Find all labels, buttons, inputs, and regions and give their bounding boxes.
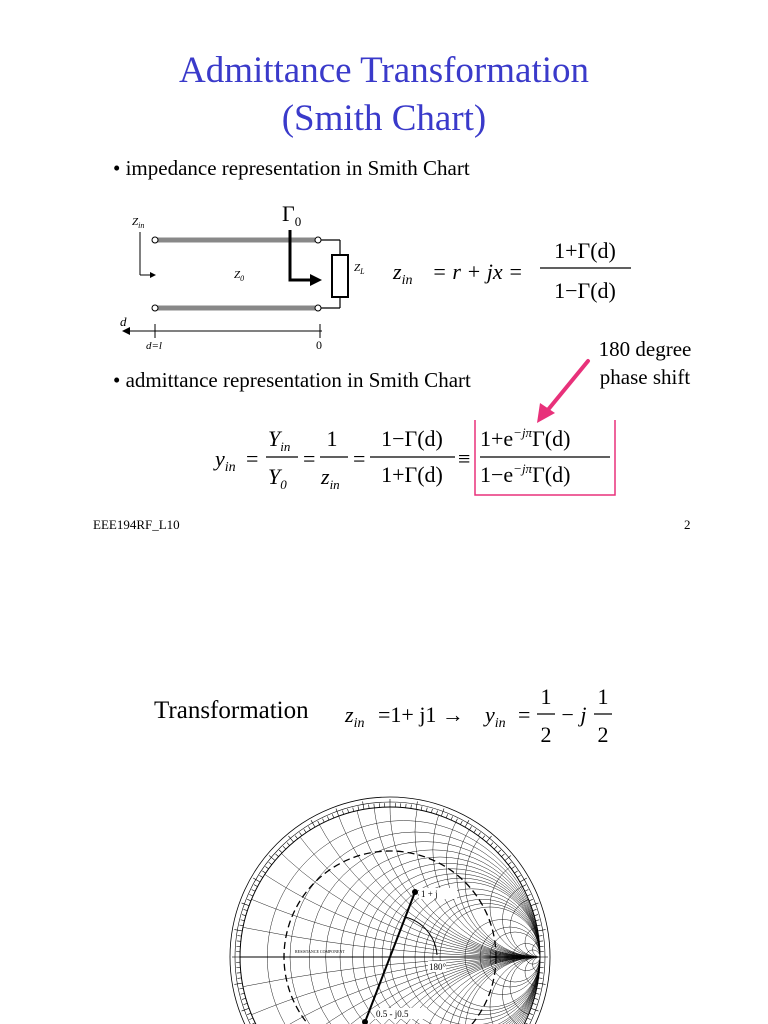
scale-tick	[254, 885, 258, 887]
scale-tick	[494, 846, 497, 849]
scale-tick	[318, 821, 320, 825]
scale-tick	[252, 889, 256, 891]
scale-tick	[436, 811, 437, 815]
zin-label: $Z_{in}$	[132, 216, 145, 230]
angle-label: 180°	[429, 962, 447, 972]
scale-tick	[234, 983, 242, 984]
scale-tick	[446, 814, 447, 818]
scale-tick	[527, 1018, 531, 1020]
eq2-lhs: $y_{in}$	[215, 446, 236, 475]
eq2-f4-num: $1+e^{-j\pi}\Gamma(d)$	[480, 425, 571, 451]
scale-tick	[474, 829, 476, 832]
bullet-admittance: • admittance representation in Smith Chart	[113, 368, 471, 392]
equals-sign: =	[353, 446, 366, 471]
scale-tick	[269, 862, 272, 864]
eq3-n1: 1	[540, 684, 552, 709]
scale-tick	[534, 915, 538, 916]
reactance-arc	[225, 795, 555, 957]
scale-tick	[242, 1008, 250, 1011]
equals-sign: =	[303, 446, 316, 471]
scale-tick	[327, 816, 329, 820]
scale-tick	[536, 993, 540, 994]
scale-tick	[511, 866, 514, 868]
scale-tick	[242, 998, 246, 999]
scale-tick	[348, 809, 349, 813]
eq1-denominator: 1−Γ(d)	[554, 278, 616, 303]
scale-tick	[426, 808, 427, 812]
terminal-node	[315, 237, 321, 243]
resistance-circle	[340, 857, 540, 1024]
smith-outer-rings	[230, 797, 550, 1024]
load-resistor	[321, 240, 348, 308]
scale-tick	[244, 909, 248, 910]
scale-tick	[308, 826, 310, 829]
scale-tick	[249, 894, 253, 896]
scale-tick	[283, 846, 286, 849]
scale-tick	[242, 903, 250, 906]
scale-tick	[441, 809, 444, 817]
reactance-arc	[390, 795, 555, 957]
eq1-numerator: 1+Γ(d)	[554, 238, 616, 263]
reactance-arc	[225, 795, 555, 957]
eq1-middle: = r + jx =	[432, 259, 523, 284]
smith-scale-ticks	[232, 799, 548, 1024]
scale-tick	[304, 829, 306, 832]
impedance-equation	[385, 228, 645, 308]
phase-shift-note	[590, 335, 700, 391]
scale-tick	[490, 843, 493, 846]
terminal-node	[152, 305, 158, 311]
reactance-arc	[490, 857, 555, 957]
scale-tick	[538, 930, 546, 931]
footer-course-code: EEE194RF_L10	[93, 517, 180, 532]
scale-tick	[527, 894, 531, 896]
eq3-mid: − j	[560, 702, 587, 727]
z0-label: $Z_0$	[234, 269, 245, 283]
scale-tick	[249, 1018, 253, 1020]
point-label-yin: 0.5 - j0.5	[376, 1009, 409, 1019]
scale-tick	[241, 993, 245, 994]
axis-caption: RESISTANCE COMPONENT	[295, 949, 345, 954]
scale-tick	[279, 850, 282, 853]
eq3-rhs: $y_{in}$	[485, 702, 506, 731]
scale-tick	[247, 1013, 251, 1014]
scale-tick	[342, 811, 343, 815]
scale-tick	[525, 889, 529, 891]
admittance-equation	[210, 420, 620, 505]
scale-tick	[469, 826, 471, 829]
vswr-circle	[284, 851, 496, 1024]
scale-tick	[538, 983, 546, 984]
scale-tick	[478, 832, 480, 835]
scale-tick	[460, 821, 462, 825]
d-equals-l-label: d=l	[146, 340, 162, 352]
highlight-arrow	[525, 355, 595, 430]
scale-tick	[431, 809, 432, 813]
scale-tick	[242, 915, 246, 916]
transformation-equation	[340, 680, 630, 755]
scale-tick	[299, 832, 301, 835]
scale-tick	[508, 862, 511, 864]
eq3-middle: =1+ j1 →	[378, 702, 464, 727]
scale-tick	[295, 836, 297, 839]
eq3-lhs: $z_{in}$	[345, 702, 365, 731]
scale-tick	[529, 1013, 533, 1014]
eq2-f4-den: $1-e^{-j\pi}\Gamma(d)$	[480, 461, 571, 487]
scale-tick	[456, 819, 458, 823]
equals-sign: =	[246, 446, 259, 471]
scale-tick	[411, 804, 412, 808]
scale-tick	[501, 854, 504, 857]
scale-tick	[244, 1003, 248, 1004]
eq2-f1-den: $Y_0$	[268, 464, 287, 492]
eq2-f3-den: 1+Γ(d)	[381, 462, 443, 487]
scale-tick	[237, 978, 241, 979]
reactance-arc	[457, 957, 555, 1024]
eq1-lhs: $z_{in}$	[393, 259, 413, 288]
eq2-f3-num: 1−Γ(d)	[381, 426, 443, 451]
scale-tick	[287, 843, 290, 846]
slide-title-line1: Admittance Transformation	[178, 50, 590, 91]
scale-tick	[322, 819, 324, 823]
scale-tick	[533, 909, 537, 910]
reactance-arc	[225, 795, 555, 957]
scale-tick	[336, 809, 339, 817]
reactance-arc	[490, 957, 555, 1024]
scale-tick	[451, 816, 453, 820]
eq3-equals: =	[518, 702, 531, 727]
transmission-line-diagram	[110, 195, 380, 360]
resistance-circle	[326, 850, 540, 1024]
footer-page-number: 2	[684, 517, 691, 532]
scale-tick	[416, 801, 417, 809]
scale-tick	[536, 920, 540, 921]
terminal-node	[315, 305, 321, 311]
smith-chart	[225, 795, 555, 1024]
equiv-sign: ≡	[458, 446, 471, 471]
scale-tick	[262, 871, 265, 873]
d-axis	[122, 324, 322, 338]
scale-tick	[514, 871, 517, 873]
scale-tick	[539, 936, 543, 937]
scale-tick	[237, 936, 241, 937]
eq2-f2-num: 1	[326, 426, 338, 451]
slide-title-line2: (Smith Chart)	[281, 98, 487, 139]
bullet-impedance: • impedance representation in Smith Chart	[113, 156, 470, 180]
admittance-point	[362, 1019, 368, 1024]
scale-tick	[529, 899, 533, 900]
scale-tick	[531, 903, 539, 906]
scale-tick	[247, 899, 251, 900]
point-label-zin: 1 + j	[421, 889, 438, 899]
zl-label: $Z_L$	[354, 262, 365, 276]
scale-tick	[517, 875, 520, 877]
scale-tick	[534, 998, 538, 999]
scale-tick	[537, 988, 541, 989]
eq3-n2: 1	[597, 684, 609, 709]
scale-tick	[369, 804, 370, 808]
eq2-f1-num: $Y_{in}$	[268, 426, 291, 454]
note-line2: phase shift	[599, 365, 691, 389]
scale-tick	[539, 978, 543, 979]
terminal-node	[152, 237, 158, 243]
scale-tick	[363, 801, 364, 809]
gamma-label: $\Gamma_0$	[282, 201, 302, 229]
scale-tick	[522, 885, 526, 887]
transformation-label: Transformation	[154, 697, 309, 724]
scale-tick	[482, 836, 484, 839]
eq3-d1: 2	[540, 722, 552, 747]
d-label: d	[120, 314, 127, 329]
scale-tick	[259, 875, 262, 877]
scale-tick	[533, 1003, 537, 1004]
scale-tick	[276, 854, 279, 857]
zero-label: 0	[316, 338, 322, 352]
eq3-d2: 2	[597, 722, 609, 747]
scale-tick	[353, 808, 354, 812]
impedance-point	[412, 889, 418, 895]
scale-tick	[421, 806, 422, 810]
scale-tick	[332, 814, 333, 818]
scale-tick	[498, 850, 501, 853]
scale-tick	[239, 925, 243, 926]
scale-tick	[265, 866, 268, 868]
scale-tick	[239, 988, 243, 989]
scale-tick	[537, 925, 541, 926]
note-line1: 180 degree	[598, 337, 692, 361]
reactance-arc	[225, 795, 555, 957]
scale-tick	[358, 806, 359, 810]
scale-tick	[241, 920, 245, 921]
eq2-f2-den: $z_{in}$	[321, 464, 340, 492]
scale-tick	[531, 1008, 539, 1011]
scale-tick	[234, 930, 242, 931]
